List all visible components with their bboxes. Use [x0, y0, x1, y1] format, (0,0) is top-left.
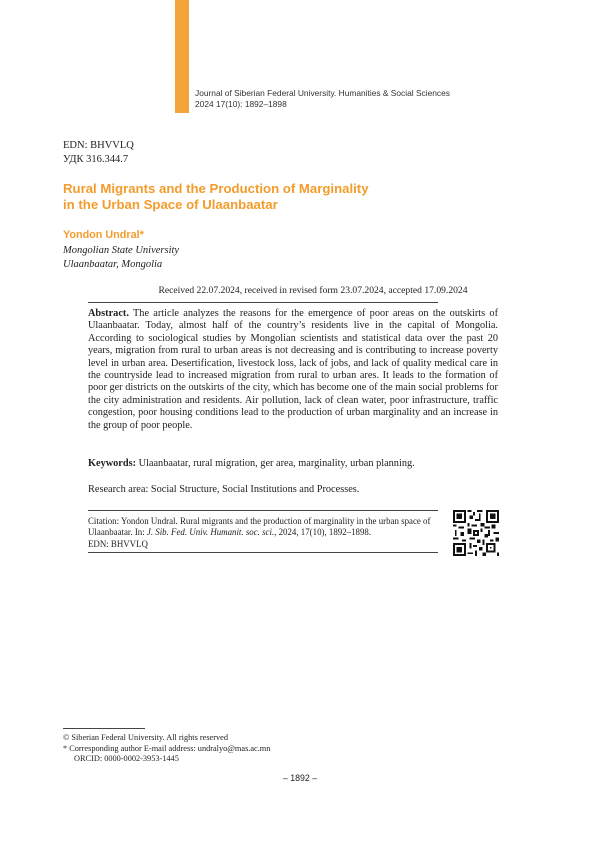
journal-name: Journal of Siberian Federal University. Humanities & Social Sciences [195, 88, 450, 98]
orcid-note: ORCID: 0000-0002-3953-1445 [74, 754, 179, 764]
title-line-1: Rural Migrants and the Production of Marginality [63, 181, 369, 196]
citation-top-rule [88, 510, 438, 511]
abstract-text: The article analyzes the reasons for the emergence of poor areas on the outskirts of Ulaanbaatar. Today, almost half of the country’s residents live in the capital of Mongolia. According to sociological studies by Mongolian scientists and statistical data over the past 20 years, migration from rural to urban areas is not decreasing and is contributing to increase poverty level in urban area. Desertification, livestock loss, lack of jobs, and lack of quality medical care in the countryside lead to increased migration from rural to urban ares. It leads to the formation of poor ger districts on the outskirts of the city, which has become one of the main social problems for the city administration and residents. Air pollution, lack of clean water, poor infrastructure, traffic congestion, poor housing conditions lead to the production of urban marginality and an increase in the group of poor people. [88, 308, 498, 431]
footnotes [63, 733, 270, 765]
abstract-top-rule [88, 302, 438, 303]
edn-code: EDN: BHVVLQ [63, 140, 134, 151]
qr-code [453, 510, 499, 556]
udk-code: УДК 316.344.7 [63, 154, 129, 165]
affiliation-city: Ulaanbaatar, Mongolia [63, 259, 163, 270]
author-affiliation [63, 244, 179, 272]
identifiers [63, 139, 134, 167]
affiliation-university: Mongolian State University [63, 245, 180, 256]
research-area: Research area: Social Structure, Social Institutions and Processes. [88, 484, 360, 495]
copyright-note: © Siberian Federal University. All rights reserved [63, 733, 228, 742]
article-title [63, 181, 423, 213]
citation-journal: J. Sib. Fed. Univ. Humanit. soc. sci. [146, 527, 275, 538]
footnote-rule [63, 728, 145, 729]
citation-block [88, 516, 438, 550]
title-line-2: in the Urban Space of Ulaanbaatar [63, 197, 278, 212]
citation-details: , 2024, 17(10), 1892–1898. [274, 527, 372, 538]
keywords [88, 458, 498, 469]
journal-accent-bar [175, 0, 189, 113]
author-name: Yondon Undral* [63, 229, 144, 241]
journal-issue: 2024 17(10): 1892–1898 [195, 99, 287, 109]
corresponding-author-note: * Corresponding author E-mail address: undralyo@mas.ac.mn [63, 743, 271, 753]
journal-header [195, 88, 450, 110]
citation-edn: EDN: BHVVLQ [88, 538, 148, 549]
received-dates: Received 22.07.2024, received in revised form 23.07.2024, accepted 17.09.2024 [158, 285, 468, 296]
citation-text: Citation: Yondon Undral. Rural migrants and the production of marginality in the urban space of Ulaanbaatar. In: [88, 516, 431, 538]
citation-bottom-rule [88, 552, 438, 553]
keywords-text: Ulaanbaatar, rural migration, ger area, marginality, urban planning. [138, 458, 415, 469]
page-number: – 1892 – [282, 773, 318, 783]
abstract [88, 308, 498, 432]
abstract-label: Abstract. [88, 308, 129, 319]
keywords-label: Keywords: [88, 458, 137, 469]
